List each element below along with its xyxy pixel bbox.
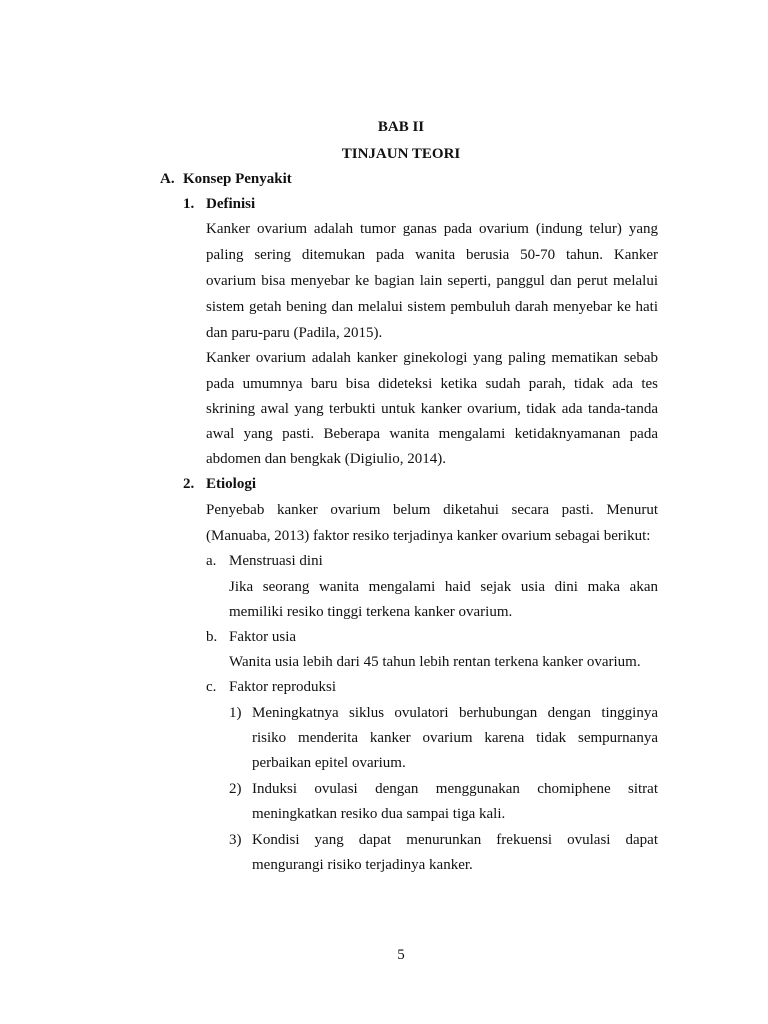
item-a-text-line: Jika seorang wanita mengalami haid sejak usia dini maka akan [229, 579, 658, 595]
subsection-2-heading: Etiologi [206, 476, 257, 492]
subitem-1-marker: 1) [229, 705, 242, 721]
subitem-3-text-line: Kondisi yang dapat menurunkan frekuensi ovulasi dapat [252, 832, 658, 848]
paragraph-1-line: ovarium bisa menyebar ke bagian lain seperti, panggul dan perut melalui [206, 273, 658, 289]
paragraph-3-line: (Manuaba, 2013) faktor resiko terjadinya kanker ovarium sebagai berikut: [206, 528, 651, 544]
subsection-1-heading: Definisi [206, 196, 256, 212]
paragraph-2-line: Kanker ovarium adalah kanker ginekologi yang paling mematikan sebab [206, 350, 658, 366]
subitem-1-text-line: perbaikan epitel ovarium. [252, 755, 406, 771]
subitem-3-text-line: mengurangi risiko terjadinya kanker. [252, 857, 473, 873]
chapter-label: BAB II [377, 119, 425, 135]
subitem-2-marker: 2) [229, 781, 242, 797]
item-b-marker: b. [206, 629, 218, 645]
item-a-heading: Menstruasi dini [229, 553, 323, 569]
item-c-heading: Faktor reproduksi [229, 679, 337, 695]
item-b-heading: Faktor usia [229, 629, 297, 645]
paragraph-1-line: Kanker ovarium adalah tumor ganas pada ovarium (indung telur) yang [206, 221, 658, 237]
paragraph-1-line: paling sering ditemukan pada wanita berusia 50-70 tahun. Kanker [206, 247, 658, 263]
item-b-text-line: Wanita usia lebih dari 45 tahun lebih rentan terkena kanker ovarium. [229, 654, 641, 670]
chapter-title: TINJAUN TEORI [341, 146, 461, 162]
item-c-marker: c. [206, 679, 217, 695]
subitem-2-text-line: Induksi ovulasi dengan menggunakan chomiphene sitrat [252, 781, 658, 797]
page-number: 5 [397, 947, 405, 963]
subitem-3-marker: 3) [229, 832, 242, 848]
paragraph-2-line: abdomen dan bengkak (Digiulio, 2014). [206, 451, 446, 467]
section-a-marker: A. [160, 171, 175, 187]
paragraph-2-line: awal yang pasti. Beberapa wanita mengalami ketidaknyamanan pada [206, 426, 658, 442]
item-a-marker: a. [206, 553, 217, 569]
subsection-2-marker: 2. [183, 476, 195, 492]
paragraph-1-line: sistem getah bening dan melalui sistem pembuluh darah menyebar ke hati [206, 299, 658, 315]
paragraph-2-line: skrining awal yang terbukti untuk kanker ovarium, tidak ada tanda-tanda [206, 401, 658, 417]
subsection-1-marker: 1. [183, 196, 195, 212]
subitem-1-text-line: risiko menderita kanker ovarium karena tidak sempurnanya [252, 730, 658, 746]
subitem-2-text-line: meningkatkan resiko dua sampai tiga kali. [252, 806, 506, 822]
item-a-text-line: memiliki resiko tinggi terkena kanker ovarium. [229, 604, 513, 620]
section-a-heading: Konsep Penyakit [183, 171, 292, 187]
paragraph-3-line: Penyebab kanker ovarium belum diketahui secara pasti. Menurut [206, 502, 658, 518]
paragraph-1-line: dan paru-paru (Padila, 2015). [206, 325, 383, 341]
paragraph-2-line: pada umumnya baru bisa dideteksi ketika sudah parah, tidak ada tes [206, 376, 658, 392]
subitem-1-text-line: Meningkatnya siklus ovulatori berhubungan dengan tingginya [252, 705, 658, 721]
